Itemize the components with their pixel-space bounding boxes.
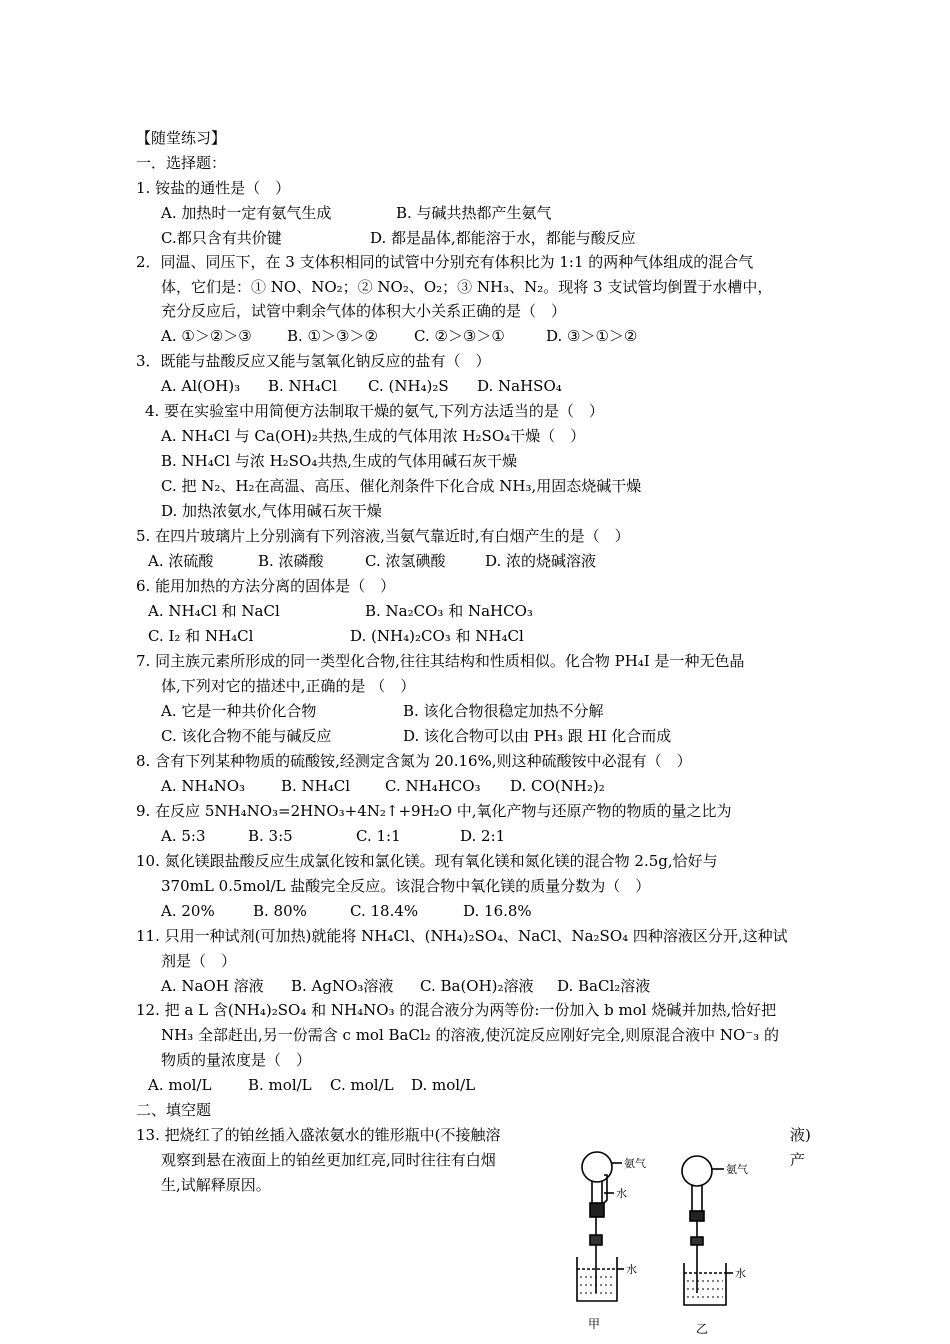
q2-line1: 2．同温、同压下，在 3 支体积相同的试管中分别充有体积比为 1:1 的两种气体组成的混合气 [136, 253, 754, 271]
q8-option-a: A. NH₄NO₃ [161, 777, 246, 795]
exercise-header: 【随堂练习】 [136, 129, 227, 147]
q7-option-c: C. 该化合物不能与碱反应 [161, 727, 332, 745]
q10-line2: 370mL 0.5mol/L 盐酸完全反应。该混合物中氧化镁的质量分数为（ ） [161, 877, 651, 895]
q13-line2: 观察到悬在液面上的铂丝更加红亮,同时往往有白烟 [161, 1151, 496, 1169]
flask-b [682, 1156, 712, 1186]
q11-line2: 剂是（ ） [161, 952, 237, 970]
q12-line2: NH₃ 全部赶出,另一份需含 c mol BaCl₂ 的溶液,使沉淀反应刚好完全,则原混合液中 NO⁻₃ 的 [161, 1026, 779, 1044]
q9-option-b: B. 3:5 [248, 827, 293, 845]
q8-option-d: D. CO(NH₂)₂ [510, 777, 605, 795]
q8-option-b: B. NH₄Cl [281, 777, 351, 795]
q13-line1-tail: 液) [790, 1126, 811, 1144]
q1-option-a: A. 加热时一定有氨气生成 [161, 204, 332, 222]
label-apparatus-a: 甲 [588, 1317, 601, 1331]
q9-option-c: C. 1:1 [356, 827, 401, 845]
q7-option-b: B. 该化合物很稳定加热不分解 [403, 702, 604, 720]
q1-option-b: B. 与碱共热都产生氨气 [396, 204, 552, 222]
q13-line1: 13. 把烧红了的铂丝插入盛浓氨水的锥形瓶中(不接触溶 [136, 1126, 501, 1144]
q12-option-b: B. mol/L [248, 1076, 312, 1094]
q2-line3: 充分反应后，试管中剩余气体的体积大小关系正确的是（ ） [161, 302, 567, 320]
q2-option-d: D. ③＞①＞② [546, 327, 638, 345]
q4-option-a: A. NH₄Cl 与 Ca(OH)₂共热,生成的气体用浓 H₂SO₄干燥（ ） [161, 427, 586, 445]
apparatus-figure [560, 1145, 790, 1335]
q4-option-b: B. NH₄Cl 与浓 H₂SO₄共热,生成的气体用碱石灰干燥 [161, 452, 518, 470]
q10-option-d: D. 16.8% [463, 902, 532, 920]
q4-option-c: C. 把 N₂、H₂在高温、高压、催化剂条件下化合成 NH₃,用固态烧碱干燥 [161, 477, 642, 495]
q6-option-d: D. (NH₄)₂CO₃ 和 NH₄Cl [350, 627, 524, 645]
q3-option-a: A. Al(OH)₃ [161, 377, 241, 395]
q6-option-b: B. Na₂CO₃ 和 NaHCO₃ [365, 602, 533, 620]
q3-option-b: B. NH₄Cl [268, 377, 338, 395]
q11-option-b: B. AgNO₃溶液 [291, 977, 394, 995]
q10-option-a: A. 20% [161, 902, 215, 920]
section-fill-title: 二、填空题 [136, 1101, 212, 1119]
label-a-water-top: 水 [616, 1187, 627, 1200]
q7-line1: 7. 同主族元素所形成的同一类型化合物,往往其结构和性质相似。化合物 PH₄I 是一种无色晶 [136, 652, 745, 670]
q4-option-d: D. 加热浓氨水,气体用碱石灰干燥 [161, 502, 382, 520]
q3-stem: 3．既能与盐酸反应又能与氢氧化钠反应的盐有（ ） [136, 352, 491, 370]
label-b-water-beaker: 水 [735, 1267, 746, 1280]
q6-stem: 6. 能用加热的方法分离的固体是（ ） [136, 577, 396, 595]
q11-line1: 11. 只用一种试剂(可加热)就能将 NH₄Cl、(NH₄)₂SO₄、NaCl、Na₂SO₄ 四种溶液区分开,这种试 [136, 927, 788, 945]
q10-option-b: B. 80% [253, 902, 307, 920]
q13-line3: 生,试解释原因。 [161, 1176, 271, 1194]
q7-option-a: A. 它是一种共价化合物 [161, 702, 317, 720]
q1-stem: 1. 铵盐的通性是（ ） [136, 179, 291, 197]
q2-option-b: B. ①＞③＞② [287, 327, 378, 345]
q7-line2: 体,下列对它的描述中,正确的是 （ ） [161, 677, 416, 695]
q9-option-d: D. 2:1 [460, 827, 506, 845]
q10-line1: 10. 氮化镁跟盐酸反应生成氯化铵和氯化镁。现有氧化镁和氮化镁的混合物 2.5g,恰好与 [136, 852, 718, 870]
q8-stem: 8. 含有下列某种物质的硫酸铵,经测定含氮为 20.16%,则这种硫酸铵中必混有（ ） [136, 752, 692, 770]
beaker-b [684, 1263, 726, 1305]
beaker-a [577, 1257, 617, 1301]
q5-option-b: B. 浓磷酸 [258, 552, 324, 570]
stopper-a [590, 1203, 604, 1217]
q3-option-c: C. (NH₄)₂S [368, 377, 449, 395]
q5-stem: 5. 在四片玻璃片上分别滴有下列溶液,当氨气靠近时,有白烟产生的是（ ） [136, 527, 630, 545]
q12-line1: 12. 把 a L 含(NH₄)₂SO₄ 和 NH₄NO₃ 的混合液分为两等份:一份加入 b mol 烧碱并加热,恰好把 [136, 1001, 777, 1019]
label-apparatus-b: 乙 [696, 1322, 709, 1335]
q11-option-d: D. BaCl₂溶液 [557, 977, 651, 995]
q8-option-c: C. NH₄HCO₃ [385, 777, 481, 795]
q12-option-d: D. mol/L [411, 1076, 476, 1094]
q2-option-a: A. ①＞②＞③ [161, 327, 252, 345]
q7-option-d: D. 该化合物可以由 PH₃ 跟 HI 化合而成 [403, 727, 672, 745]
q3-option-d: D. NaHSO₄ [477, 377, 562, 395]
clamp-b [691, 1237, 703, 1245]
q10-option-c: C. 18.4% [350, 902, 419, 920]
q13-line2-tail: 产 [790, 1151, 806, 1169]
clamp-a [590, 1235, 602, 1245]
flask-b-neck [692, 1185, 702, 1211]
label-a-water-beaker: 水 [626, 1263, 637, 1276]
q12-option-a: A. mol/L [148, 1076, 212, 1094]
label-b-gas: 氨气 [726, 1163, 748, 1176]
q11-option-c: C. Ba(OH)₂溶液 [420, 977, 534, 995]
flask-a-neck [592, 1181, 602, 1203]
q11-option-a: A. NaOH 溶液 [161, 977, 264, 995]
q5-option-a: A. 浓硫酸 [148, 552, 214, 570]
q12-line3: 物质的量浓度是（ ） [161, 1051, 312, 1069]
q9-option-a: A. 5:3 [161, 827, 206, 845]
q6-option-a: A. NH₄Cl 和 NaCl [148, 602, 280, 620]
stopper-b [690, 1211, 704, 1221]
label-a-gas: 氨气 [624, 1157, 646, 1170]
q12-option-c: C. mol/L [330, 1076, 394, 1094]
q1-option-d: D. 都是晶体,都能溶于水，都能与酸反应 [370, 229, 636, 247]
q5-option-d: D. 浓的烧碱溶液 [485, 552, 597, 570]
q2-option-c: C. ②＞③＞① [414, 327, 505, 345]
section-choice-title: 一．选择题： [136, 154, 227, 172]
q4-stem: 4. 要在实验室中用简便方法制取干燥的氨气,下列方法适当的是（ ） [145, 402, 604, 420]
q5-option-c: C. 浓氢碘酸 [365, 552, 446, 570]
q9-stem: 9. 在反应 5NH₄NO₃=2HNO₃+4N₂↑+9H₂O 中,氧化产物与还原产物的物质的量之比为 [136, 802, 732, 820]
q2-line2: 体，它们是：① NO、NO₂；② NO₂、O₂；③ NH₃、N₂。现将 3 支试管均倒置于水槽中， [161, 278, 773, 296]
q1-option-c: C.都只含有共价键 [161, 229, 282, 247]
q6-option-c: C. I₂ 和 NH₄Cl [148, 627, 254, 645]
